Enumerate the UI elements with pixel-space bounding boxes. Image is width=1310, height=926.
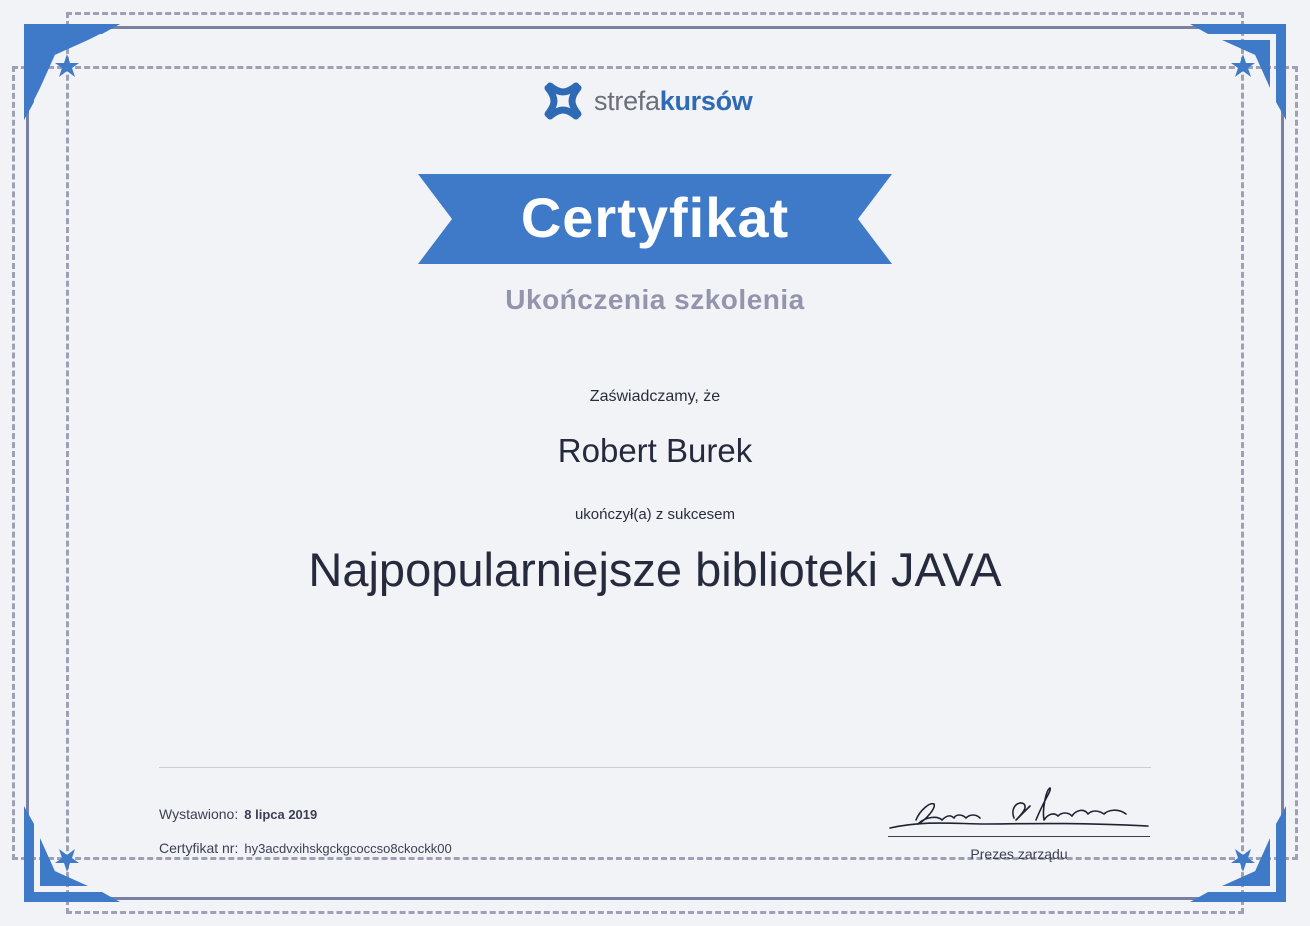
- certificate-title: Certyfikat: [520, 186, 790, 249]
- certificate-subtitle: Ukończenia szkolenia: [505, 284, 805, 315]
- corner-top-right: [1190, 24, 1286, 120]
- corner-top-left: [24, 24, 120, 120]
- issued-row: [159, 806, 317, 822]
- course-name: Najpopularniejsze biblioteki JAVA: [308, 543, 1002, 596]
- signature-role: Prezes zarządu: [970, 846, 1068, 862]
- certify-text: Zaświadczamy, że: [589, 388, 721, 405]
- issued-label: Wystawiono:: [159, 806, 239, 822]
- star-icon: [55, 849, 79, 872]
- brand-logo: [540, 76, 752, 126]
- issued-date: 8 lipca 2019: [244, 807, 318, 822]
- logo-wordmark: [594, 86, 752, 117]
- logo-text-part2: kursów: [659, 85, 753, 116]
- logo-text-part1: strefa: [594, 85, 660, 116]
- recipient-name: Robert Burek: [557, 432, 753, 469]
- corner-bottom-left: [24, 806, 120, 902]
- signature-line: [888, 836, 1150, 837]
- signature-image: [886, 780, 1150, 840]
- completed-text: ukończył(a) z sukcesem: [574, 506, 736, 523]
- certificate-number-row: [159, 840, 452, 856]
- divider: [159, 767, 1151, 768]
- logo-icon: [540, 78, 586, 124]
- star-icon: [55, 54, 79, 77]
- corner-bottom-right: [1190, 806, 1286, 902]
- star-icon: [1231, 849, 1255, 872]
- certificate-number-label: Certyfikat nr:: [159, 840, 239, 856]
- star-icon: [1231, 54, 1255, 77]
- certificate-number: hy3acdvxihskgckgcoccso8ckockk00: [244, 841, 452, 856]
